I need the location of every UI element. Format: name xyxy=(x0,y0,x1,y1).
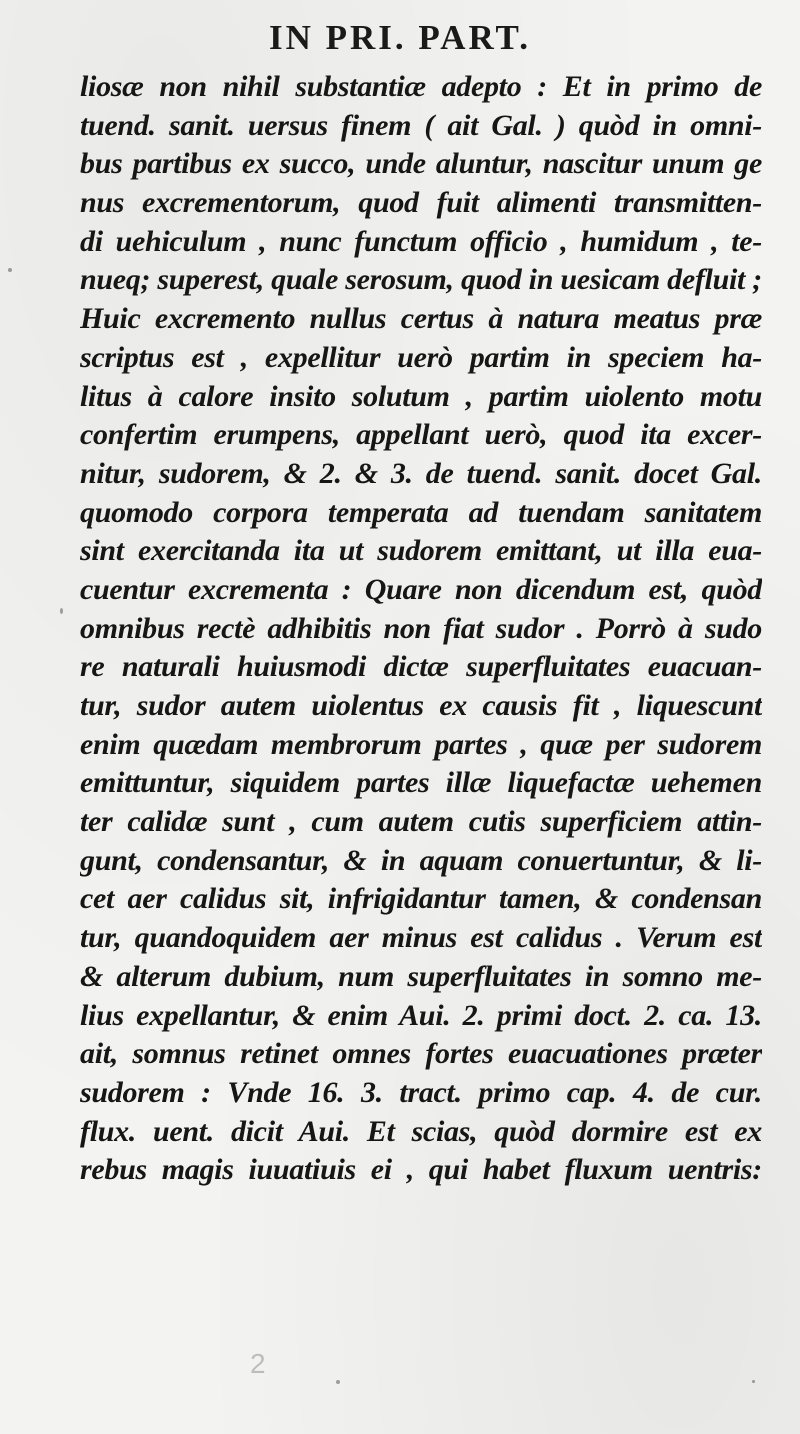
body-text xyxy=(80,68,762,1190)
text-line: scriptus est , expellitur uerò partim in speciem ha- xyxy=(80,340,762,374)
paper-speck xyxy=(60,608,63,614)
text-line: Huic excremento nullus certus à natura meatus præ xyxy=(80,302,762,336)
text-line: sudorem : Vnde 16. 3. tract. primo cap. 4. de cur. xyxy=(80,1075,762,1109)
text-line: bus partibus ex succo, unde aluntur, nascitur unum ge xyxy=(80,147,762,181)
running-header: IN PRI. PART. xyxy=(268,18,532,57)
text-line: nitur, sudorem, & 2. & 3. de tuend. sanit. docet Gal. xyxy=(80,456,762,490)
text-line: tur, sudor autem uiolentus ex causis fit , liquescunt xyxy=(80,689,762,722)
text-line: ait, somnus retinet omnes fortes euacuationes præter xyxy=(80,1037,762,1071)
text-line: & alterum dubium, num superfluitates in somno me- xyxy=(80,959,762,993)
text-line: litus à calore insito solutum , partim uiolento motu xyxy=(80,379,762,413)
text-line: di uehiculum , nunc functum officio , humidum , te- xyxy=(80,224,762,258)
text-line: cuentur excrementa : Quare non dicendum est, quòd xyxy=(80,572,762,606)
text-line: rebus magis iuuatiuis ei , qui habet fluxum uentris: xyxy=(80,1153,762,1187)
text-line: tuend. sanit. uersus finem ( ait Gal. ) quòd in omni- xyxy=(80,108,762,142)
text-line: liosæ non nihil substantiæ adepto : Et in primo de xyxy=(80,70,762,103)
text-line: enim quædam membrorum partes , quæ per sudorem xyxy=(80,727,762,761)
paper-speck xyxy=(752,1380,755,1383)
text-line: lius expellantur, & enim Aui. 2. primi doct. 2. ca. 13. xyxy=(80,998,762,1032)
library-stamp-mark: 2 xyxy=(250,1348,266,1379)
text-line: nus excrementorum, quod fuit alimenti transmitten- xyxy=(80,186,762,220)
text-line: tur, quandoquidem aer minus est calidus . Verum est xyxy=(80,921,762,955)
paper-speck xyxy=(336,1380,340,1384)
text-line: ter calidæ sunt , cum autem cutis superficiem attin- xyxy=(80,805,762,839)
paper-speck xyxy=(8,268,12,272)
text-line: re naturali huiusmodi dictæ superfluitates euacuan- xyxy=(80,650,762,684)
text-line: quomodo corpora temperata ad tuendam sanitatem xyxy=(80,495,762,529)
text-line: cet aer calidus sit, infrigidantur tamen, & condensan xyxy=(80,882,762,916)
text-line: flux. uent. dicit Aui. Et scias, quòd dormire est ex xyxy=(80,1114,762,1148)
text-line: gunt, condensantur, & in aquam conuertuntur, & li- xyxy=(80,843,762,877)
text-line: confertim erumpens, appellant uerò, quod ita excer- xyxy=(80,418,762,452)
text-line: omnibus rectè adhibitis non fiat sudor . Porrò à sudo xyxy=(80,611,762,645)
text-line: sint exercitanda ita ut sudorem emittant, ut illa eua- xyxy=(80,534,762,568)
text-line: emittuntur, siquidem partes illæ liquefactæ uehemen xyxy=(80,766,762,800)
text-line: nueq; superest, quale serosum, quod in uesicam defluit ; xyxy=(80,263,762,297)
